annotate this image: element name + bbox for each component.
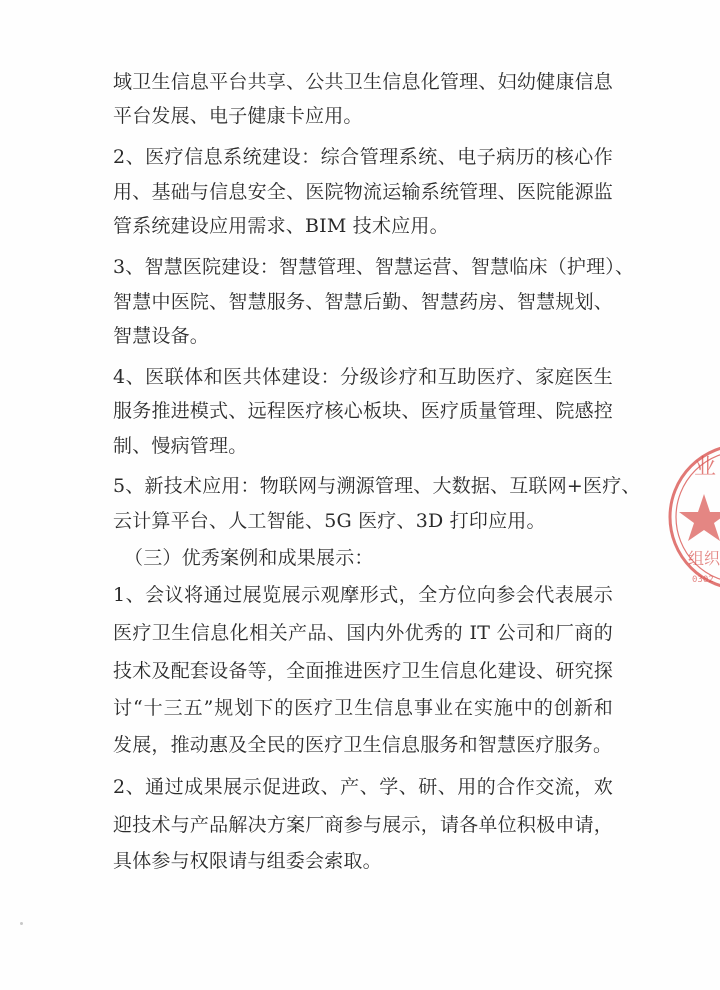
text-line: 服务推进模式、远程医疗核心板块、医疗质量管理、院感控 (113, 400, 613, 422)
text-line: 智慧设备。 (113, 325, 210, 347)
text-line: 医疗卫生信息化相关产品、国内外优秀的 IT 公司和厂商的 (113, 622, 613, 644)
seal-text-bottom: 组织 (688, 549, 720, 568)
text-line: 2、通过成果展示促进政、产、学、研、用的合作交流，欢 (113, 776, 613, 798)
text-line: 4、医联体和医共体建设：分级诊疗和互助医疗、家庭医生 (113, 366, 613, 388)
text-line: 1、会议将通过展览展示观摩形式，全方位向参会代表展示 (113, 584, 613, 606)
text-line: 具体参与权限请与组委会索取。 (113, 850, 382, 872)
text-line: 2、医疗信息系统建设：综合管理系统、电子病历的核心作 (113, 146, 613, 168)
text-line: 3、智慧医院建设：智慧管理、智慧运营、智慧临床（护理）、 (113, 256, 635, 278)
text-line: 平台发展、电子健康卡应用。 (113, 105, 363, 127)
seal-code: 0302 (692, 575, 714, 585)
text-line: 域卫生信息平台共享、公共卫生信息化管理、妇幼健康信息 (113, 71, 613, 93)
text-line: 智慧中医院、智慧服务、智慧后勤、智慧药房、智慧规划、 (113, 291, 613, 313)
text-line: 云计算平台、人工智能、5G 医疗、3D 打印应用。 (113, 510, 546, 532)
text-line: 制、慢病管理。 (113, 435, 248, 457)
section-heading: （三）优秀案例和成果展示： (124, 547, 374, 569)
scan-speck (20, 922, 23, 925)
text-line: 用、基础与信息安全、医院物流运输系统管理、医院能源监 (113, 181, 613, 203)
star-icon (679, 494, 720, 541)
seal-text-top: 业 (694, 455, 717, 480)
seal-graphic (664, 432, 720, 602)
text-line: 5、新技术应用：物联网与溯源管理、大数据、互联网+医疗、 (113, 475, 641, 497)
official-seal (664, 432, 720, 602)
text-line: 迎技术与产品解决方案厂商参与展示，请各单位积极申请， (113, 814, 613, 836)
text-line: 管系统建设应用需求、BIM 技术应用。 (113, 215, 449, 237)
text-line: 技术及配套设备等，全面推进医疗卫生信息化建设、研究探 (113, 660, 613, 682)
text-line: 发展，推动惠及全民的医疗卫生信息服务和智慧医疗服务。 (113, 734, 613, 756)
text-line: 讨“十三五”规划下的医疗卫生信息事业在实施中的创新和 (113, 697, 613, 719)
